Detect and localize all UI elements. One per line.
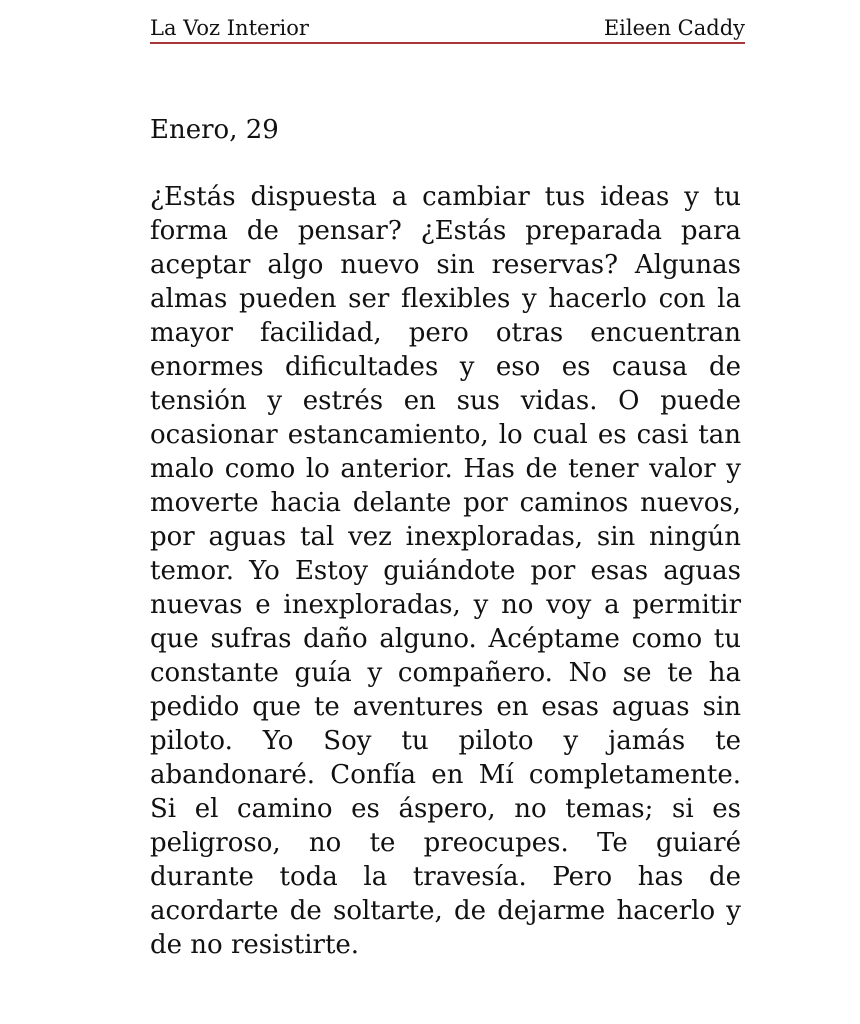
- body-line: malo como lo anterior. Has de tener valor y: [150, 454, 741, 484]
- body-line: acordarte de soltarte, de dejarme hacerlo y: [150, 896, 741, 926]
- body-line: temor. Yo Estoy guiándote por esas aguas: [150, 556, 741, 586]
- body-line: durante toda la travesía. Pero has de: [150, 862, 741, 892]
- body-line: constante guía y compañero. No se te ha: [150, 658, 741, 688]
- book-title: La Voz Interior: [150, 16, 309, 40]
- body-line: forma de pensar? ¿Estás preparada para: [150, 216, 741, 246]
- body-line-last: de no resistirte.: [150, 930, 360, 960]
- body-line: por aguas tal vez inexploradas, sin ningún: [150, 522, 741, 552]
- entry-date: Enero, 29: [150, 115, 279, 145]
- entry-body: [150, 180, 741, 962]
- body-line: enormes dificultades y eso es causa de: [150, 352, 741, 382]
- body-line: ¿Estás dispuesta a cambiar tus ideas y tu: [150, 182, 741, 212]
- body-line: nuevas e inexploradas, y no voy a permitir: [150, 590, 741, 620]
- author-name: Eileen Caddy: [603, 16, 745, 40]
- body-line: Si el camino es áspero, no temas; si es: [150, 794, 741, 824]
- body-line: tensión y estrés en sus vidas. O puede: [150, 386, 741, 416]
- page-header: [150, 16, 745, 44]
- body-line: mayor facilidad, pero otras encuentran: [150, 318, 741, 348]
- body-line: almas pueden ser flexibles y hacerlo con la: [150, 284, 741, 314]
- body-line: peligroso, no te preocupes. Te guiaré: [150, 828, 741, 858]
- body-line: pedido que te aventures en esas aguas sin: [150, 692, 741, 722]
- body-line: abandonaré. Confía en Mí completamente.: [150, 760, 741, 790]
- body-line: que sufras daño alguno. Acéptame como tu: [150, 624, 741, 654]
- body-line: ocasionar estancamiento, lo cual es casi tan: [150, 420, 741, 450]
- body-line: moverte hacia delante por caminos nuevos,: [150, 488, 741, 518]
- body-line: piloto. Yo Soy tu piloto y jamás te: [150, 726, 741, 756]
- body-line: aceptar algo nuevo sin reservas? Algunas: [150, 250, 741, 280]
